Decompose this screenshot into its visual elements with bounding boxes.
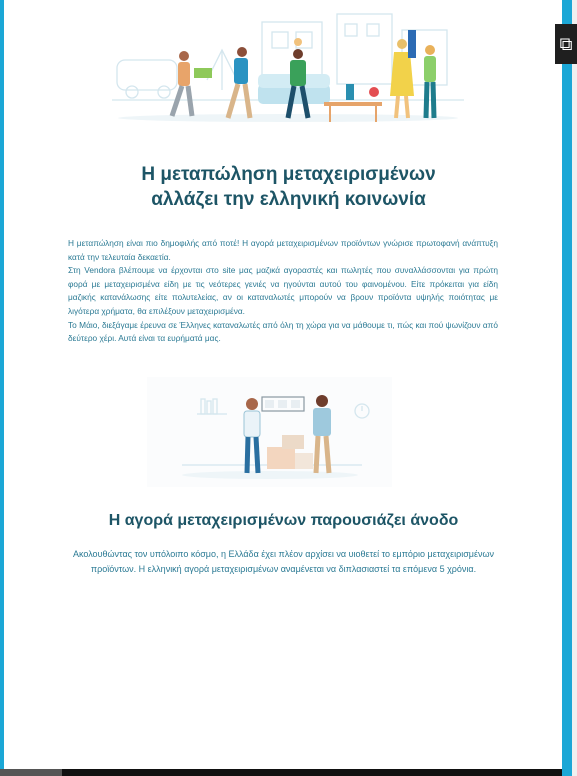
open-in-new-icon[interactable]: ⧉ — [555, 24, 577, 64]
left-accent-bar — [0, 0, 4, 776]
bottom-bar — [62, 769, 562, 776]
intro-paragraph: Το Μάιο, διεξάγαμε έρευνα σε Έλληνες καταναλωτές από όλη τη χώρα για να μάθουμε τι, πώς και πού ψωνίζουν από δεύτερο χέρι. Αυτά είναι τα ευρήματά μας. — [68, 319, 498, 344]
taskbar-segment — [0, 769, 62, 776]
intro-paragraph: Στη Vendora βλέπουμε να έρχονται στο site μας μαζικά αγοραστές και πωλητές που συναλλάσσονται για πρώτη φορά με μεταχειρισμένα είδη με τις νεότερες γενιές να ηγούνται αυτού του φαινομένου. Είτε πρόκειται για είδη μαζικής κατανάλωσης είτε πολυτελείας, αν οι καταναλωτές μπορούν να βρουν προϊόντα υψηλής ποιότητας με λιγότερα χρήματα, θα επιλέξουν μεταχειρισμένα. — [68, 265, 498, 316]
main-heading-line-1: Η μεταπώληση μεταχειρισμένων — [141, 164, 436, 185]
intro-text — [68, 237, 498, 346]
right-accent-bar — [562, 0, 572, 776]
window-edge — [572, 0, 577, 776]
people-trading-illustration — [112, 10, 464, 132]
couple-packing-boxes-illustration — [147, 377, 392, 487]
main-heading-line-2: αλλάζει την ελληνική κοινωνία — [151, 189, 426, 210]
intro-paragraph: Η μεταπώληση είναι πιο δημοφιλής από ποτέ! Η αγορά μεταχειρισμένων προϊόντων γνώρισε πρωτοφανή ανάπτυξη κατά την τελευταία δεκαετία. — [68, 238, 498, 262]
section-paragraph: Ακολουθώντας τον υπόλοιπο κόσμο, η Ελλάδα έχει πλέον αρχίσει να υιοθετεί το εμπόριο μεταχειρισμένων προϊόντων. Η ελληνική αγορά μεταχειρισμένων αναμένεται να διπλασιαστεί τα επόμενα 5 χρόνια. — [72, 549, 495, 574]
section-heading: Η αγορά μεταχειρισμένων παρουσιάζει άνοδο — [108, 512, 459, 529]
main-heading — [80, 162, 497, 212]
